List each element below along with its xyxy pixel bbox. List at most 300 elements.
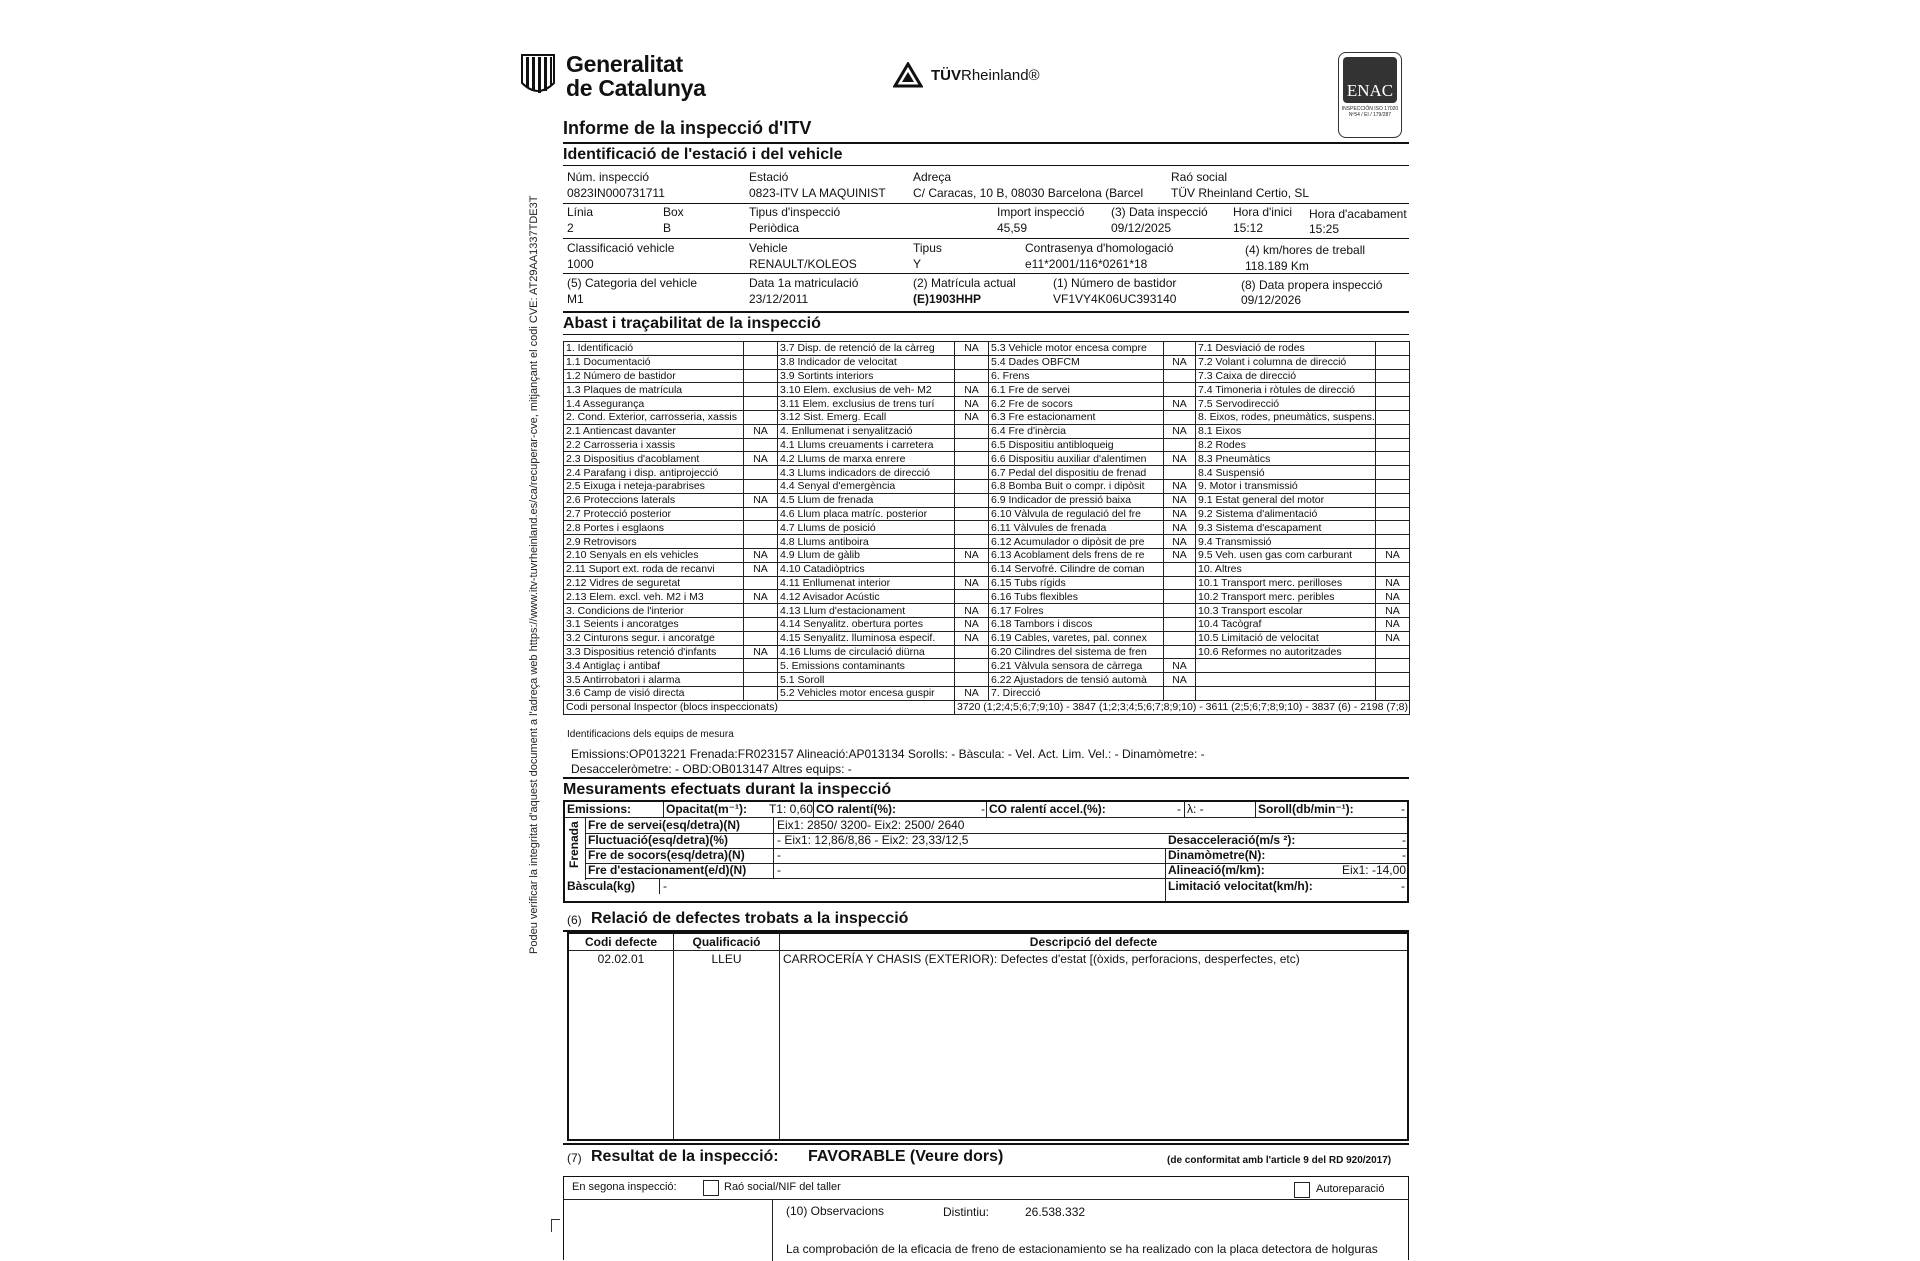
abast-status: NA	[1376, 576, 1410, 590]
abast-row	[564, 617, 1410, 631]
abast-item: 6.13 Acoblament dels frens de re	[989, 548, 1164, 562]
abast-item: 4.16 Llums de circulació diürna	[778, 645, 955, 659]
abast-row	[564, 562, 1410, 576]
abast-status: NA	[1376, 617, 1410, 631]
abast-status	[955, 521, 989, 535]
matricula: (E)1903HHP	[913, 292, 982, 306]
equips-line2: Desacceleròmetre: - OBD:OB013147 Altres equips: -	[571, 762, 852, 776]
hora-acab-label: Hora d'acabament	[1309, 207, 1407, 221]
abast-status	[955, 466, 989, 480]
propera: 09/12/2026	[1241, 293, 1302, 307]
abast-row	[564, 507, 1410, 521]
abast-item: 9.5 Veh. usen gas com carburant	[1196, 548, 1376, 562]
abast-status	[1164, 342, 1196, 356]
fre-servei-label: Fre de servei(esq/detra)(N)	[588, 818, 741, 832]
abast-item: 2.12 Vidres de seguretat	[564, 576, 744, 590]
opacitat-value: T1: 0,60	[768, 802, 813, 816]
abast-status	[955, 493, 989, 507]
abast-status	[1376, 535, 1410, 549]
abast-item: 8.2 Rodes	[1196, 438, 1376, 452]
abast-status	[1376, 355, 1410, 369]
co-accel-value: -	[1177, 802, 1181, 816]
abast-item: 6.14 Servofré. Cilindre de coman	[989, 562, 1164, 576]
divider	[563, 273, 1409, 274]
abast-item: 3.11 Elem. exclusius de trens turí	[778, 397, 955, 411]
generalitat-line1: Generalitat	[566, 51, 683, 77]
abast-item: 5. Emissions contaminants	[778, 659, 955, 673]
abast-item	[1196, 686, 1376, 700]
divider	[563, 238, 1409, 239]
abast-item: 2.10 Senyals en els vehicles	[564, 548, 744, 562]
abast-item: 6.6 Dispositiu auxiliar d'alentimen	[989, 452, 1164, 466]
abast-item: 10.4 Tacògraf	[1196, 617, 1376, 631]
abast-status	[955, 645, 989, 659]
fluctuacio-label: Fluctuació(esq/detra)(%)	[588, 833, 729, 847]
abast-row	[564, 424, 1410, 438]
hora-inici-label: Hora d'inici	[1233, 205, 1292, 219]
abast-item: 6.11 Vàlvules de frenada	[989, 521, 1164, 535]
tipus-insp-label: Tipus d'inspecció	[749, 205, 841, 219]
abast-item: 2.5 Eixuga i neteja-parabrises	[564, 479, 744, 493]
abast-item: 9.3 Sistema d'escapament	[1196, 521, 1376, 535]
bastidor: VF1VY4K06UC393140	[1053, 292, 1177, 306]
abast-status	[1164, 383, 1196, 397]
abast-item: 1.1 Documentació	[564, 355, 744, 369]
autoreparacio-label: Autoreparació	[1316, 1183, 1385, 1195]
abast-status: NA	[1164, 452, 1196, 466]
abast-item: 6.10 Vàlvula de regulació del fre	[989, 507, 1164, 521]
abast-row	[564, 493, 1410, 507]
abast-item: 6.9 Indicador de pressió baixa	[989, 493, 1164, 507]
dinamometre-label: Dinamòmetre(N):	[1168, 848, 1266, 862]
abast-item: 6.5 Dispositiu antibloqueig	[989, 438, 1164, 452]
abast-item: 6.8 Bomba Buit o compr. i dipòsit	[989, 479, 1164, 493]
abast-item: 2.8 Portes i esglaons	[564, 521, 744, 535]
abast-row	[564, 631, 1410, 645]
abast-row	[564, 590, 1410, 604]
co-ralenti-value: -	[981, 802, 985, 816]
segona-label: En segona inspecció:	[572, 1181, 677, 1193]
abast-item: 10.1 Transport merc. perilloses	[1196, 576, 1376, 590]
abast-item: 4. Enllumenat i senyalització	[778, 424, 955, 438]
abast-item: 6.19 Cables, varetes, pal. connex	[989, 631, 1164, 645]
abast-status: NA	[955, 410, 989, 424]
resultat-num: (7)	[567, 1151, 582, 1165]
abast-status	[955, 673, 989, 687]
abast-item: 6.16 Tubs flexibles	[989, 590, 1164, 604]
abast-item: 2.13 Elem. excl. veh. M2 i M3	[564, 590, 744, 604]
contrasenya-label: Contrasenya d'homologació	[1025, 241, 1174, 255]
abast-table	[563, 341, 1410, 715]
abast-row	[564, 452, 1410, 466]
resultat-value: FAVORABLE (Veure dors)	[808, 1148, 1004, 1165]
abast-item: 3.6 Camp de visió directa	[564, 686, 744, 700]
fluctuacio-value: - Eix1: 12,86/8,86 - Eix2: 23,33/12,5	[777, 833, 969, 847]
abast-row	[564, 383, 1410, 397]
matricula-label: (2) Matrícula actual	[913, 276, 1016, 290]
abast-item: 1. Identificació	[564, 342, 744, 356]
fre-socors-label: Fre de socors(esq/detra)(N)	[588, 848, 745, 862]
abast-row	[564, 645, 1410, 659]
abast-status: NA	[1376, 590, 1410, 604]
data-matric-label: Data 1a matriculació	[749, 276, 859, 290]
abast-item: 10.5 Limitació de velocitat	[1196, 631, 1376, 645]
equips-label: Identificacions dels equips de mesura	[567, 729, 734, 740]
abast-status: NA	[1164, 521, 1196, 535]
abast-status	[1376, 521, 1410, 535]
defect-desc: CARROCERÍA Y CHASIS (EXTERIOR): Defectes d'estat [(òxids, perforacions, desperfectes, etc)	[783, 952, 1300, 966]
import-label: Import inspecció	[997, 205, 1085, 219]
abast-item: 9. Motor i transmissió	[1196, 479, 1376, 493]
abast-status: NA	[1376, 631, 1410, 645]
abast-row	[564, 342, 1410, 356]
abast-status: NA	[1164, 507, 1196, 521]
observ-label: (10) Observacions	[786, 1204, 885, 1218]
abast-status	[744, 631, 778, 645]
abast-status: NA	[744, 645, 778, 659]
abast-item: 4.11 Enllumenat interior	[778, 576, 955, 590]
abast-status	[1164, 686, 1196, 700]
abast-status	[1376, 493, 1410, 507]
abast-status: NA	[1164, 659, 1196, 673]
abast-item: 3.12 Sist. Emerg. Ecall	[778, 410, 955, 424]
fre-socors-value: -	[777, 848, 781, 862]
bascula-label: Bàscula(kg)	[567, 879, 636, 893]
divider	[563, 203, 1409, 204]
abast-status	[1376, 342, 1410, 356]
num-inspeccio-label: Núm. inspecció	[567, 170, 650, 184]
abast-item: 2.7 Protecció posterior	[564, 507, 744, 521]
abast-item: 3.2 Cinturons segur. i ancoratge	[564, 631, 744, 645]
vehicle-label: Vehicle	[749, 241, 788, 255]
contrasenya: e11*2001/116*0261*18	[1025, 257, 1148, 271]
linia: 2	[567, 221, 574, 235]
abast-item: 6.18 Tambors i discos	[989, 617, 1164, 631]
adreca-label: Adreça	[913, 170, 952, 184]
abast-item: 2.4 Parafang i disp. antiprojecció	[564, 466, 744, 480]
abast-status	[955, 590, 989, 604]
soroll-value: -	[1401, 802, 1405, 816]
abast-item: 4.10 Catadiòptrics	[778, 562, 955, 576]
report-title: Informe de la inspecció d'ITV	[563, 118, 812, 138]
abast-status: NA	[1164, 397, 1196, 411]
abast-item: 10.3 Transport escolar	[1196, 604, 1376, 618]
abast-item: 7.3 Caixa de direcció	[1196, 369, 1376, 383]
frenada-label: Frenada	[567, 821, 581, 868]
abast-status	[744, 535, 778, 549]
generalitat-emblem-icon	[520, 53, 556, 99]
abast-status	[744, 342, 778, 356]
abast-status	[744, 397, 778, 411]
abast-status: NA	[744, 562, 778, 576]
abast-item: 4.3 Llums indicadors de direcció	[778, 466, 955, 480]
abast-status	[1164, 410, 1196, 424]
col-qualif: Qualificació	[692, 935, 761, 949]
abast-item: 6.7 Pedal del dispositiu de frenad	[989, 466, 1164, 480]
abast-status	[1376, 659, 1410, 673]
abast-item: 1.2 Número de bastidor	[564, 369, 744, 383]
distintiu-label: Distintiu:	[943, 1205, 990, 1219]
tuv-rest: Rheinland®	[961, 66, 1040, 84]
abast-status	[1376, 673, 1410, 687]
abast-item: 4.4 Senyal d'emergència	[778, 479, 955, 493]
abast-status	[955, 535, 989, 549]
fre-estac-label: Fre d'estacionament(e/d)(N)	[588, 863, 747, 877]
abast-item: 4.12 Avisador Acústic	[778, 590, 955, 604]
abast-item: 5.3 Vehicle motor encesa compre	[989, 342, 1164, 356]
abast-status: NA	[955, 383, 989, 397]
data-insp: 09/12/2025	[1111, 221, 1172, 235]
opacitat-label: Opacitat(m⁻¹):	[666, 802, 747, 816]
abast-status: NA	[955, 397, 989, 411]
abast-row	[564, 438, 1410, 452]
tuv-bold: TÜV	[931, 66, 961, 84]
abast-item: 1.4 Assegurança	[564, 397, 744, 411]
abast-item	[1196, 673, 1376, 687]
abast-status	[744, 369, 778, 383]
abast-status	[744, 604, 778, 618]
abast-status: NA	[1164, 673, 1196, 687]
abast-status: NA	[1164, 479, 1196, 493]
alineacio-label: Alineació(m/km):	[1168, 863, 1265, 877]
abast-status	[1376, 438, 1410, 452]
abast-status: NA	[955, 576, 989, 590]
abast-status	[1376, 479, 1410, 493]
abast-status	[1376, 686, 1410, 700]
abast-item: 6.3 Fre estacionament	[989, 410, 1164, 424]
abast-item: 6.22 Ajustadors de tensió automà	[989, 673, 1164, 687]
abast-item: 3.7 Disp. de retenció de la càrreg	[778, 342, 955, 356]
abast-item: 4.15 Senyalitz. lluminosa especif.	[778, 631, 955, 645]
abast-row	[564, 686, 1410, 700]
abast-item: 4.14 Senyalitz. obertura portes	[778, 617, 955, 631]
col-desc: Descripció del defecte	[1029, 935, 1158, 949]
abast-row	[564, 548, 1410, 562]
observ-text: La comprobación de la eficacia de freno de estacionamiento se ha realizado con la placa detectora de holguras	[786, 1242, 1378, 1256]
abast-item: 6.17 Folres	[989, 604, 1164, 618]
defectes-table	[567, 932, 1409, 1141]
abast-item: 3.3 Dispositius retenció d'infants	[564, 645, 744, 659]
abast-status	[1164, 645, 1196, 659]
divider	[563, 1143, 1409, 1145]
abast-status	[1164, 631, 1196, 645]
abast-row	[564, 397, 1410, 411]
abast-item: 7.4 Timoneria i ròtules de direcció	[1196, 383, 1376, 397]
box-label: Box	[663, 205, 684, 219]
abast-row	[564, 604, 1410, 618]
soroll-label: Soroll(db/min⁻¹):	[1258, 802, 1354, 816]
abast-row	[564, 369, 1410, 383]
categoria-label: (5) Categoria del vehicle	[567, 276, 698, 290]
abast-item: 3.4 Antiglaç i antibaf	[564, 659, 744, 673]
abast-row	[564, 479, 1410, 493]
verification-side-note: Podeu verificar la integritat d'aquest document a l'adreça web https://www.itv-tuvrheinland.es/ca/recuperar-cve, mitjançant el codi CVE: AT29AA1337TDE3T	[528, 195, 540, 954]
abast-item: 7.5 Servodirecció	[1196, 397, 1376, 411]
rao: TÜV Rheinland Certio, SL	[1171, 186, 1310, 200]
abast-status: NA	[744, 590, 778, 604]
abast-status	[1376, 466, 1410, 480]
tipus: Y	[913, 257, 922, 271]
abast-row	[564, 355, 1410, 369]
abast-item: 4.6 Llum placa matríc. posterior	[778, 507, 955, 521]
abast-status	[955, 479, 989, 493]
abast-status	[744, 659, 778, 673]
abast-status: NA	[744, 493, 778, 507]
abast-status: NA	[955, 604, 989, 618]
defectes-num: (6)	[567, 913, 582, 927]
rao-nif-label: Raó social/NIF del taller	[724, 1181, 841, 1193]
abast-status: NA	[1376, 604, 1410, 618]
abast-status	[955, 438, 989, 452]
abast-item: 2. Cond. Exterior, carrosseria, xassis	[564, 410, 744, 424]
abast-item: 10. Altres	[1196, 562, 1376, 576]
tipus-insp: Periòdica	[749, 221, 800, 235]
abast-status	[1376, 397, 1410, 411]
resultat-label: Resultat de la inspecció:	[591, 1148, 779, 1165]
km-label: (4) km/hores de treball	[1245, 243, 1366, 257]
tuv-triangle-icon	[893, 62, 923, 88]
abast-status	[1376, 562, 1410, 576]
frenada-label-box	[565, 818, 586, 880]
mesuraments-heading: Mesuraments efectuats durant la inspecció	[563, 777, 1409, 800]
abast-status: NA	[744, 452, 778, 466]
abast-item: 2.3 Dispositius d'acoblament	[564, 452, 744, 466]
abast-item: 4.5 Llum de frenada	[778, 493, 955, 507]
abast-item: 3. Condicions de l'interior	[564, 604, 744, 618]
abast-status: NA	[955, 631, 989, 645]
tuv-rheinland-logo	[893, 62, 1040, 88]
enac-sub: INSPECCIÓN ISO 17020 Nº54 / EI / 179/287	[1341, 106, 1399, 118]
abast-item: 6.4 Fre d'inèrcia	[989, 424, 1164, 438]
codi-inspector-label: Codi personal Inspector (blocs inspeccionats)	[564, 700, 955, 714]
abast-item: 6.1 Fre de servei	[989, 383, 1164, 397]
vehicle: RENAULT/KOLEOS	[749, 257, 857, 271]
equips-line1: Emissions:OP013221 Frenada:FR023157 Alineació:AP013134 Sorolls: - Bàscula: - Vel. Act. Lim. Vel.: - Dinamòmetre: -	[571, 747, 1205, 761]
abast-row	[564, 521, 1410, 535]
abast-item: 6.15 Tubs rígids	[989, 576, 1164, 590]
abast-item: 9.1 Estat general del motor	[1196, 493, 1376, 507]
abast-item: 6.20 Cilindres del sistema de fren	[989, 645, 1164, 659]
emissions-label: Emissions:	[567, 802, 632, 816]
adreca: C/ Caracas, 10 B, 08030 Barcelona (Barcel	[913, 186, 1144, 200]
abast-status	[955, 355, 989, 369]
abast-item: 9.2 Sistema d'alimentació	[1196, 507, 1376, 521]
mesuraments-table	[563, 800, 1409, 903]
corner-mark	[551, 1219, 560, 1232]
co-ralenti-label: CO ralentí(%):	[816, 802, 897, 816]
tipus-label: Tipus	[913, 241, 942, 255]
bastidor-label: (1) Número de bastidor	[1053, 276, 1177, 290]
abast-item: 9.4 Transmissió	[1196, 535, 1376, 549]
defect-qualif: LLEU	[711, 952, 742, 966]
fre-estac-value: -	[777, 863, 781, 877]
abast-status	[744, 507, 778, 521]
abast-row	[564, 659, 1410, 673]
estacio: 0823-ITV LA MAQUINIST	[749, 186, 886, 200]
abast-item: 6.2 Fre de socors	[989, 397, 1164, 411]
abast-item: 1.3 Plaques de matrícula	[564, 383, 744, 397]
generalitat-line2: de Catalunya	[566, 75, 706, 101]
propera-label: (8) Data propera inspecció	[1241, 278, 1383, 292]
dinamometre-value: -	[1402, 848, 1406, 862]
box: B	[663, 221, 672, 235]
abast-row	[564, 576, 1410, 590]
col-codi: Codi defecte	[584, 935, 657, 949]
abast-status	[1376, 383, 1410, 397]
abast-status: NA	[1164, 548, 1196, 562]
abast-status: NA	[955, 617, 989, 631]
abast-row	[564, 673, 1410, 687]
abast-status	[1376, 424, 1410, 438]
abast-status	[1376, 507, 1410, 521]
categoria: M1	[567, 292, 584, 306]
fre-servei-value: Eix1: 2850/ 3200- Eix2: 2500/ 2640	[777, 818, 965, 832]
abast-status	[744, 479, 778, 493]
defect-codi: 02.02.01	[597, 952, 645, 966]
abast-status: NA	[955, 686, 989, 700]
desacc-label: Desacceleració(m/s ²):	[1168, 833, 1296, 847]
enac-seal	[1338, 52, 1402, 138]
abast-row	[564, 535, 1410, 549]
abast-item: 3.1 Seients i ancoratges	[564, 617, 744, 631]
hora-inici: 15:12	[1233, 221, 1264, 235]
desacc-value: -	[1402, 833, 1406, 847]
abast-item: 4.13 Llum d'estacionament	[778, 604, 955, 618]
abast-status	[744, 466, 778, 480]
abast-item: 8.3 Pneumàtics	[1196, 452, 1376, 466]
abast-item: 5.1 Soroll	[778, 673, 955, 687]
abast-item: 2.9 Retrovisors	[564, 535, 744, 549]
abast-item: 3.9 Sortints interiors	[778, 369, 955, 383]
abast-item: 5.4 Dades OBFCM	[989, 355, 1164, 369]
linia-label: Línia	[567, 205, 594, 219]
abast-status	[744, 686, 778, 700]
abast-status	[1376, 645, 1410, 659]
abast-item: 3.8 Indicador de velocitat	[778, 355, 955, 369]
limit-label: Limitació velocitat(km/h):	[1168, 879, 1313, 893]
defectes-heading: Relació de defectes trobats a la inspecció	[591, 910, 909, 927]
km: 118.189 Km	[1245, 259, 1309, 273]
abast-status	[1164, 369, 1196, 383]
abast-heading: Abast i traçabilitat de la inspecció	[563, 311, 1409, 335]
abast-status	[1376, 452, 1410, 466]
abast-status	[744, 673, 778, 687]
abast-item: 6.21 Vàlvula sensora de càrrega	[989, 659, 1164, 673]
num-inspeccio: 0823IN000731711	[567, 186, 665, 200]
abast-status	[955, 507, 989, 521]
abast-status	[1376, 410, 1410, 424]
classif: 1000	[567, 257, 594, 271]
autoreparacio-checkbox[interactable]	[1294, 1182, 1310, 1198]
abast-row	[564, 466, 1410, 480]
generalitat-logo	[520, 52, 706, 100]
abast-status: NA	[1164, 424, 1196, 438]
classif-label: Classificació vehicle	[567, 241, 675, 255]
rao-nif-checkbox[interactable]	[703, 1180, 719, 1196]
abast-status	[955, 562, 989, 576]
abast-item: 7.1 Desviació de rodes	[1196, 342, 1376, 356]
abast-item: 8.1 Eixos	[1196, 424, 1376, 438]
abast-item: 4.7 Llums de posició	[778, 521, 955, 535]
abast-item: 2.6 Proteccions laterals	[564, 493, 744, 507]
abast-item: 5.2 Vehicles motor encesa guspir	[778, 686, 955, 700]
data-matric: 23/12/2011	[749, 292, 809, 306]
abast-status	[744, 576, 778, 590]
abast-item: 2.11 Suport ext. roda de recanvi	[564, 562, 744, 576]
abast-item: 4.1 Llums creuaments i carretera	[778, 438, 955, 452]
abast-status	[744, 617, 778, 631]
rao-label: Raó social	[1171, 170, 1228, 184]
